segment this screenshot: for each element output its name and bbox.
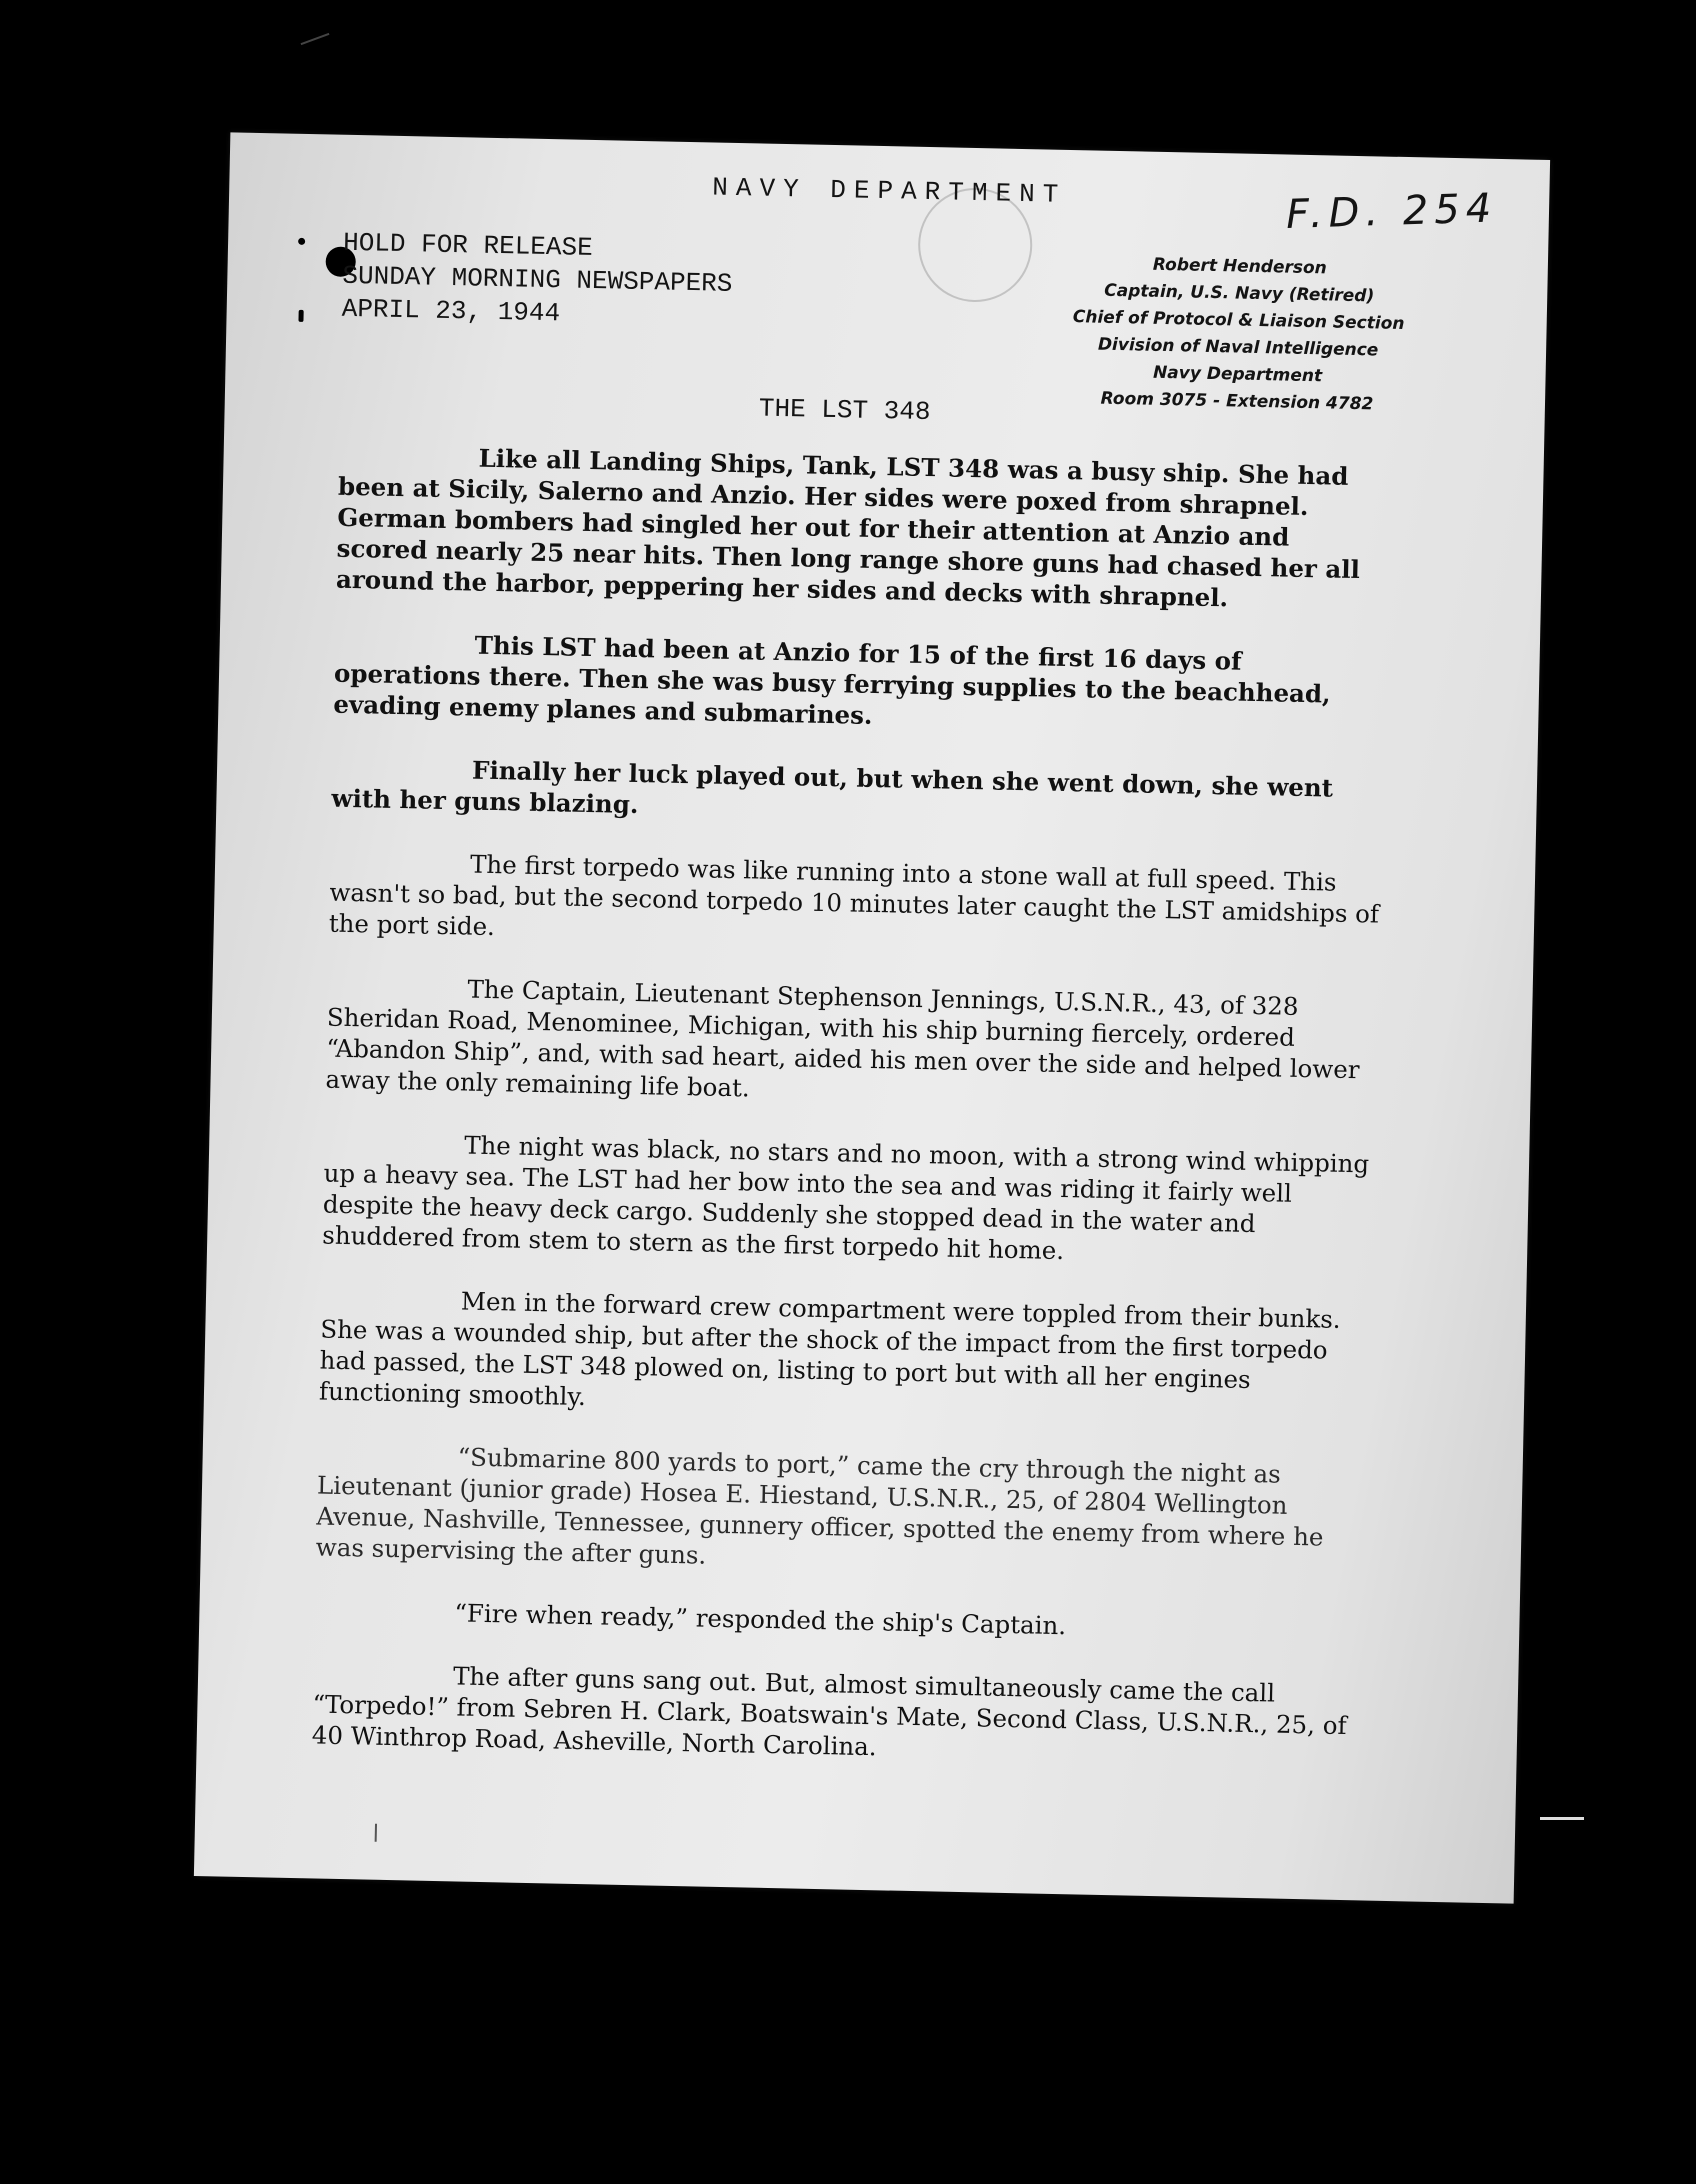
paragraph: This LST had been at Anzio for 15 of the first 16 days of operations there. Then she was busy ferrying supplies to the beachhead, evading enemy planes and submarines. [333, 630, 1331, 730]
article-body [311, 440, 1389, 1805]
article-title: THE LST 348 [758, 393, 931, 428]
officer-stamp-block [1047, 250, 1430, 420]
stamp-line: Robert Henderson [1152, 254, 1327, 279]
paragraph: “Submarine 800 yards to port,” came the cry through the night as Lieutenant (junior grade) Hosea E. Hiestand, U.S.N.R., 25, of 2804 Wellington Avenue, Nashville, Tennessee, gunnery officer, spotted the enemy from where he was supervising the after guns. [315, 1442, 1324, 1570]
paragraph: Like all Landing Ships, Tank, LST 348 was a busy ship. She had been at Sicily, Salerno and Anzio. Her sides were poxed from shrapnel. German bombers had singled her out for their attention at Anzio and scored nearly 25 near hits. Then long range shore guns had chased her all around the harbor, peppering her sides and decks with shrapnel. [335, 443, 1361, 613]
scan-artifact [1540, 1817, 1584, 1820]
stamp-line: Division of Naval Intelligence [1097, 334, 1379, 361]
paragraph: The first torpedo was like running into a stone wall at full speed. This wasn't so bad, but the second torpedo 10 minutes later caught the LST amidships of the port side. [328, 849, 1380, 942]
paragraph: Men in the forward crew compartment were toppled from their bunks. She was a wounded ship, but after the shock of the impact from the first torpedo had passed, the LST 348 plowed on, listing to port but with all her engines functioning smoothly. [318, 1286, 1341, 1412]
bullet-mark [298, 238, 305, 245]
file-code-handwritten: F.D. 254 [1285, 185, 1498, 239]
stamp-line: Room 3075 - Extension 4782 [1100, 388, 1374, 415]
paragraph: Finally her luck played out, but when she went down, she went with her guns blazing. [331, 755, 1334, 820]
scan-artifact [301, 33, 330, 45]
bullet-mark [298, 310, 303, 322]
document-page [194, 132, 1550, 1903]
stamp-line: Captain, U.S. Navy (Retired) [1104, 280, 1375, 307]
paragraph: The after guns sang out. But, almost simultaneously came the call “Torpedo!” from Sebren H. Clark, Boatswain's Mate, Second Class, U.S.N.R., 25, of 40 Winthrop Road, Asheville, North Carolina. [311, 1661, 1347, 1762]
department-heading: NAVY DEPARTMENT [712, 172, 1067, 210]
release-line: HOLD FOR RELEASE [342, 227, 594, 263]
stamp-line: Chief of Protocol & Liaison Section [1072, 307, 1405, 334]
release-notice [341, 227, 733, 334]
release-line: APRIL 23, 1944 [341, 293, 561, 329]
paragraph: The Captain, Lieutenant Stephenson Jennings, U.S.N.R., 43, of 328 Sheridan Road, Menominee, Michigan, with his ship burning fiercely, ordered “Abandon Ship”, and, with sad heart, aided his men over the side and helped lower away the only remaining life boat. [325, 974, 1360, 1103]
paragraph: The night was black, no stars and no moon, with a strong wind whipping up a heavy sea. The LST had her bow into the sea and was riding it fairly well despite the heavy deck cargo. Suddenly she stopped dead in the water and shuddered from stem to stern as the first torpedo hit home. [322, 1130, 1370, 1266]
release-line: SUNDAY MORNING NEWSPAPERS [342, 260, 733, 299]
paragraph: “Fire when ready,” responded the ship's Captain. [454, 1598, 1067, 1641]
margin-mark [375, 1824, 377, 1842]
stamp-line: Navy Department [1152, 362, 1323, 387]
